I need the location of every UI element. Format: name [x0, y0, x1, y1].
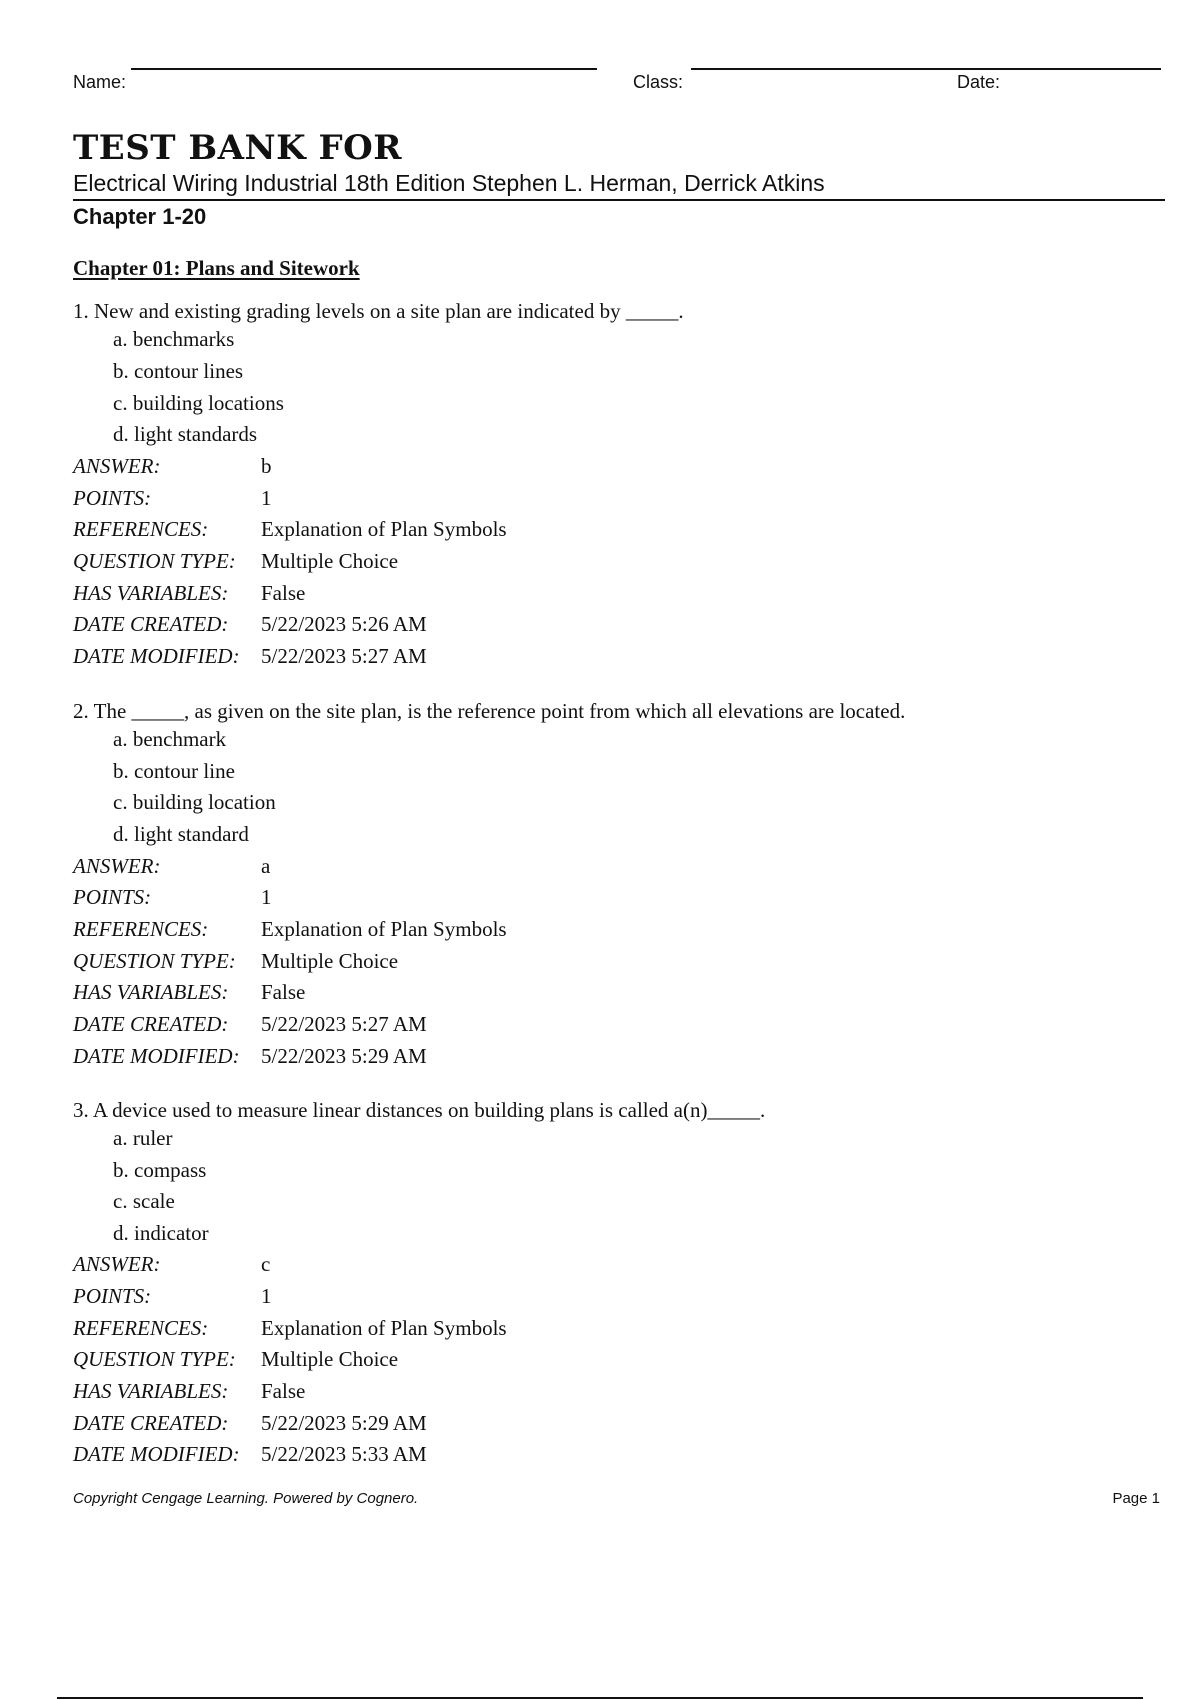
date-created-value: 5/22/2023 5:29 AM	[261, 1411, 427, 1435]
page-bottom-rule	[57, 1697, 1143, 1699]
answer-value: b	[261, 454, 272, 478]
points-label: POINTS:	[73, 885, 152, 909]
question-stem: 1. New and existing grading levels on a site plan are indicated by _____.	[73, 299, 684, 323]
question-type-label: QUESTION TYPE:	[73, 1347, 236, 1371]
has-variables-value: False	[261, 581, 306, 605]
question-type-value: Multiple Choice	[261, 949, 399, 973]
date-blank-line	[1005, 68, 1161, 70]
answer-option: c. building location	[113, 790, 276, 814]
section-heading: Chapter 01: Plans and Sitework	[73, 256, 360, 280]
answer-label: ANSWER:	[73, 454, 161, 478]
question-stem: 2. The _____, as given on the site plan, is the reference point from which all elevations are located.	[73, 699, 906, 723]
date-created-label: DATE CREATED:	[73, 612, 229, 636]
date-modified-value: 5/22/2023 5:33 AM	[261, 1442, 427, 1466]
answer-label: ANSWER:	[73, 1252, 161, 1276]
answer-option: a. ruler	[113, 1126, 173, 1150]
date-label: Date:	[957, 72, 1001, 92]
question-type-value: Multiple Choice	[261, 1347, 399, 1371]
answer-value: c	[261, 1252, 271, 1276]
answer-option: c. scale	[113, 1189, 175, 1213]
has-variables-label: HAS VARIABLES:	[73, 581, 229, 605]
name-label: Name:	[73, 72, 127, 92]
answer-label: ANSWER:	[73, 854, 161, 878]
class-blank-line	[691, 68, 1019, 70]
references-label: REFERENCES:	[73, 517, 209, 541]
name-blank-line	[131, 68, 597, 70]
answer-value: a	[261, 854, 271, 878]
references-value: Explanation of Plan Symbols	[261, 517, 507, 541]
question-type-value: Multiple Choice	[261, 549, 399, 573]
answer-option: d. light standard	[113, 822, 249, 846]
points-label: POINTS:	[73, 1284, 152, 1308]
book-subtitle: Electrical Wiring Industrial 18th Edition Stephen L. Herman, Derrick Atkins	[73, 170, 825, 196]
footer-copyright: Copyright Cengage Learning. Powered by Cognero.	[73, 1490, 419, 1507]
header-fields	[73, 72, 1161, 102]
has-variables-value: False	[261, 1379, 306, 1403]
title-rule	[73, 199, 1165, 201]
class-label: Class:	[633, 72, 684, 92]
points-label: POINTS:	[73, 486, 152, 510]
answer-option: b. contour lines	[113, 359, 244, 383]
question-type-label: QUESTION TYPE:	[73, 949, 236, 973]
has-variables-value: False	[261, 980, 306, 1004]
points-value: 1	[261, 486, 272, 510]
footer-page-number: Page 1	[1112, 1490, 1160, 1507]
answer-option: a. benchmarks	[113, 327, 235, 351]
date-created-label: DATE CREATED:	[73, 1012, 229, 1036]
answer-option: d. indicator	[113, 1221, 209, 1245]
references-value: Explanation of Plan Symbols	[261, 1316, 507, 1340]
date-created-value: 5/22/2023 5:26 AM	[261, 612, 427, 636]
answer-option: c. building locations	[113, 391, 284, 415]
points-value: 1	[261, 1284, 272, 1308]
references-label: REFERENCES:	[73, 917, 209, 941]
date-modified-label: DATE MODIFIED:	[73, 1044, 240, 1068]
answer-option: a. benchmark	[113, 727, 227, 751]
date-modified-label: DATE MODIFIED:	[73, 1442, 240, 1466]
points-value: 1	[261, 885, 272, 909]
date-modified-label: DATE MODIFIED:	[73, 644, 240, 668]
references-label: REFERENCES:	[73, 1316, 209, 1340]
answer-option: b. compass	[113, 1158, 207, 1182]
has-variables-label: HAS VARIABLES:	[73, 1379, 229, 1403]
answer-option: d. light standards	[113, 422, 258, 446]
document-title: TEST BANK FOR	[73, 128, 403, 168]
answer-option: b. contour line	[113, 759, 235, 783]
date-modified-value: 5/22/2023 5:29 AM	[261, 1044, 427, 1068]
has-variables-label: HAS VARIABLES:	[73, 980, 229, 1004]
question-type-label: QUESTION TYPE:	[73, 549, 236, 573]
date-created-label: DATE CREATED:	[73, 1411, 229, 1435]
references-value: Explanation of Plan Symbols	[261, 917, 507, 941]
chapter-range: Chapter 1-20	[73, 204, 207, 229]
date-created-value: 5/22/2023 5:27 AM	[261, 1012, 427, 1036]
question-stem: 3. A device used to measure linear distances on building plans is called a(n)_____.	[73, 1098, 766, 1122]
date-modified-value: 5/22/2023 5:27 AM	[261, 644, 427, 668]
